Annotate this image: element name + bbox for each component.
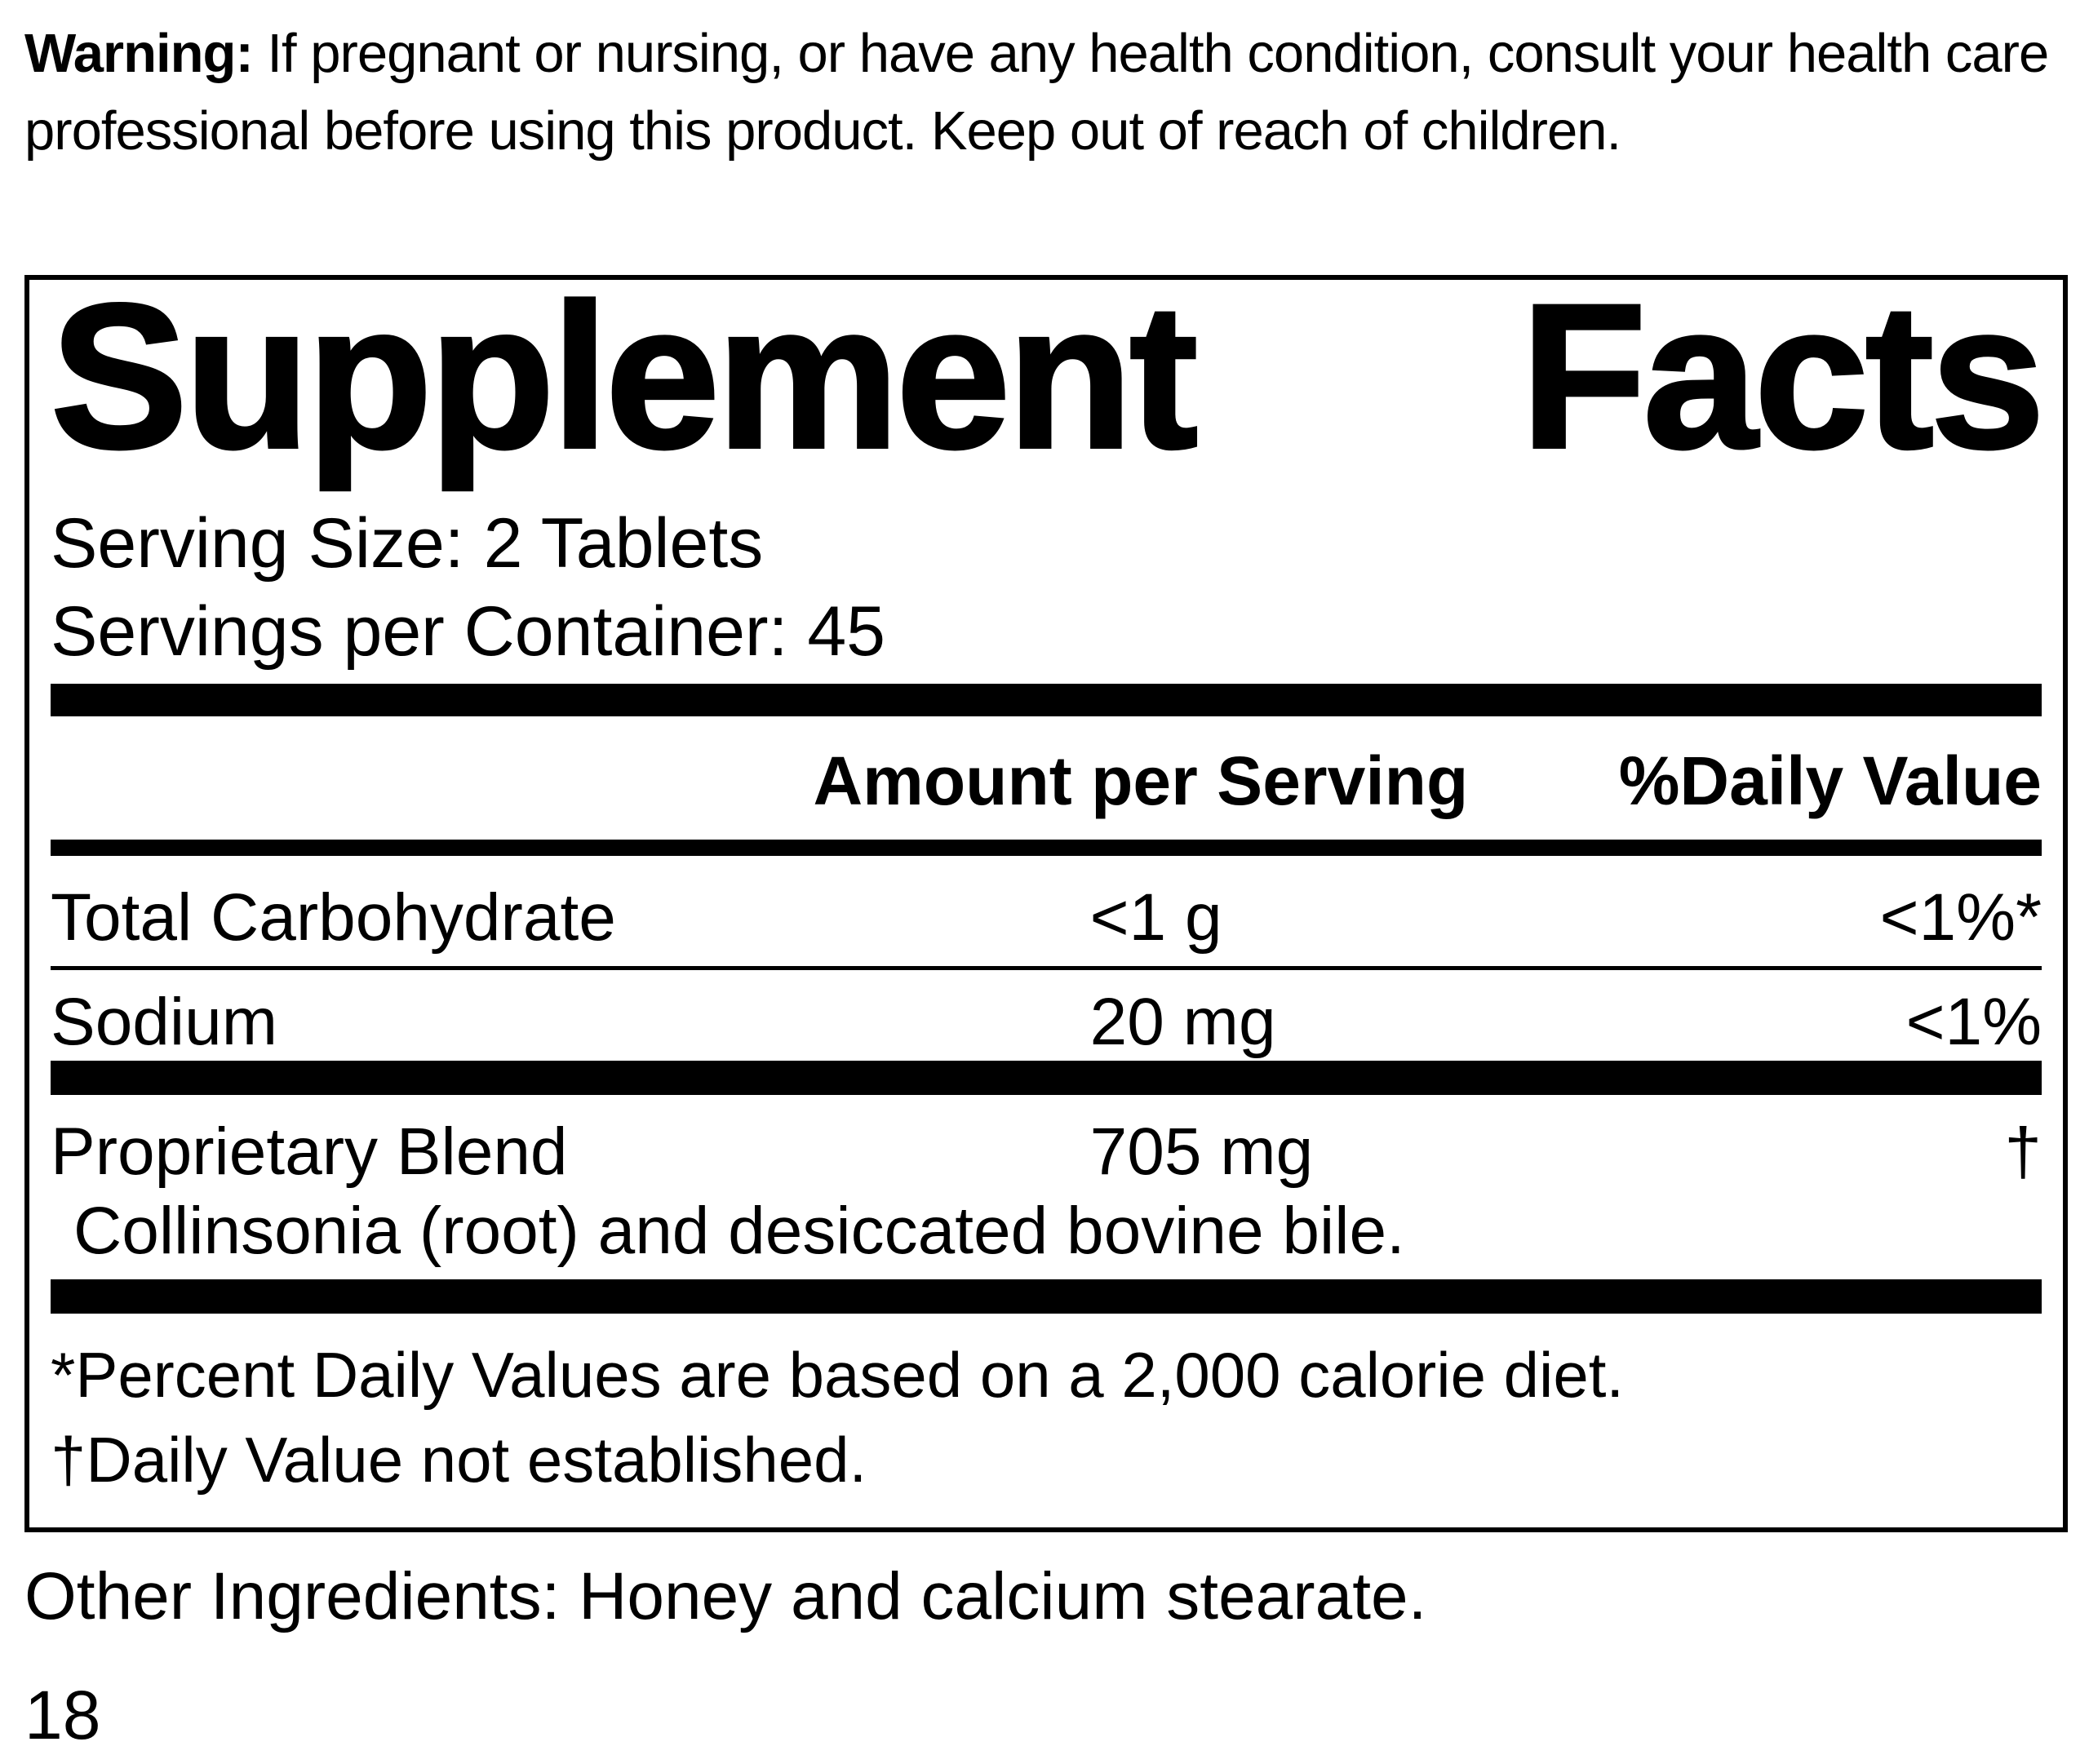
- footnotes: [51, 1314, 2042, 1502]
- footnote-percent-daily-value: *Percent Daily Values are based on a 2,000 calorie diet.: [51, 1339, 1625, 1412]
- nutrient-daily-value-dagger: †: [2004, 1115, 2042, 1190]
- thick-divider: [51, 1279, 2042, 1314]
- column-header-row: [51, 716, 2042, 839]
- nutrient-amount: 20 mg: [1089, 984, 1276, 1059]
- nutrient-name: Proprietary Blend: [51, 1115, 568, 1190]
- medium-divider: [51, 840, 2042, 856]
- nutrient-row-proprietary-blend: [51, 1095, 2042, 1190]
- thick-divider: [51, 1061, 2042, 1095]
- panel-title-word-facts: Facts: [1520, 262, 2042, 491]
- footnote-daily-value-not-established: †Daily Value not established.: [51, 1424, 867, 1496]
- nutrient-row-total-carbohydrate: [51, 856, 2042, 966]
- nutrient-daily-value: <1%: [1905, 984, 2042, 1059]
- servings-per-container: Servings per Container: 45: [51, 592, 886, 671]
- serving-size: Serving Size: 2 Tablets: [51, 504, 764, 583]
- nutrient-name: Total Carbohydrate: [51, 880, 616, 955]
- page-number: 18: [24, 1677, 101, 1753]
- nutrient-amount: <1 g: [1089, 880, 1222, 955]
- thick-divider: [51, 684, 2042, 716]
- warning-label: Warning:: [24, 23, 253, 84]
- proprietary-blend-description: Collinsonia (root) and desiccated bovine bile.: [73, 1194, 1405, 1269]
- column-header-daily-value: %Daily Value: [1618, 742, 2042, 820]
- warning-body: If pregnant or nursing, or have any health condition, consult your health care professional before using this product. Keep out of reach of children.: [24, 23, 2049, 162]
- nutrient-row-sodium: [51, 970, 2042, 1061]
- panel-title-word-supplement: Supplement: [51, 262, 1195, 491]
- nutrient-amount: 705 mg: [1089, 1115, 1314, 1190]
- panel-title: [51, 262, 2042, 491]
- supplement-facts-panel: [24, 262, 2068, 1532]
- warning-text: [24, 15, 2068, 170]
- nutrient-daily-value: <1%*: [1879, 880, 2042, 955]
- column-header-amount: Amount per Serving: [813, 742, 1469, 820]
- serving-info: [51, 500, 2042, 676]
- nutrient-name: Sodium: [51, 984, 278, 1059]
- other-ingredients: Other Ingredients: Honey and calcium stearate.: [24, 1559, 1427, 1633]
